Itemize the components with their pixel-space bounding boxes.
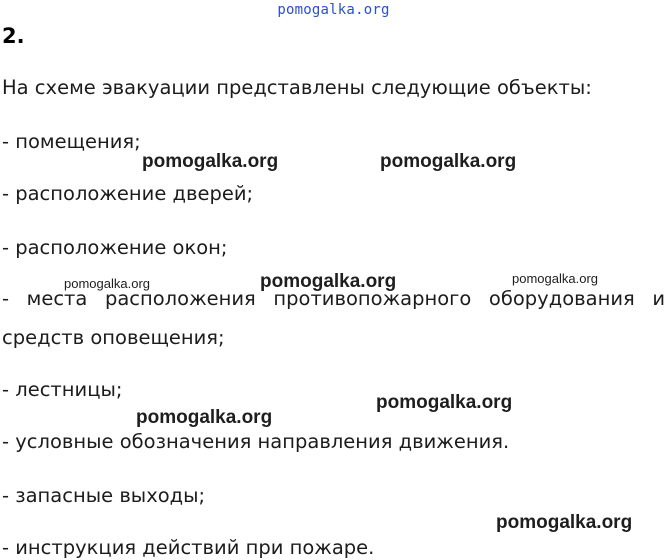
list-item: - лестницы; — [2, 378, 123, 401]
watermark: pomogalka.org — [136, 407, 273, 428]
list-item: - условные обозначения направления движения. — [2, 430, 510, 453]
task-number: 2. — [2, 24, 25, 48]
watermark: pomogalka.org — [512, 271, 598, 286]
list-item: - помещения; — [2, 130, 141, 153]
watermark: pomogalka.org — [64, 276, 150, 291]
site-watermark: pomogalka.org — [277, 2, 390, 18]
watermark: pomogalka.org — [380, 151, 517, 172]
list-item: - места расположения противопожарного оборудования и — [2, 287, 665, 310]
watermark: pomogalka.org — [142, 151, 279, 172]
watermark: pomogalka.org — [496, 512, 633, 533]
intro-text: На схеме эвакуации представлены следующие объекты: — [2, 76, 592, 99]
list-item-continuation: средств оповещения; — [2, 326, 225, 349]
list-item: - инструкция действий при пожаре. — [2, 536, 375, 559]
list-item: - расположение окон; — [2, 236, 228, 259]
watermark: pomogalka.org — [260, 271, 397, 292]
list-item: - расположение дверей; — [2, 182, 254, 205]
list-item: - запасные выходы; — [2, 484, 206, 507]
watermark: pomogalka.org — [376, 392, 513, 413]
